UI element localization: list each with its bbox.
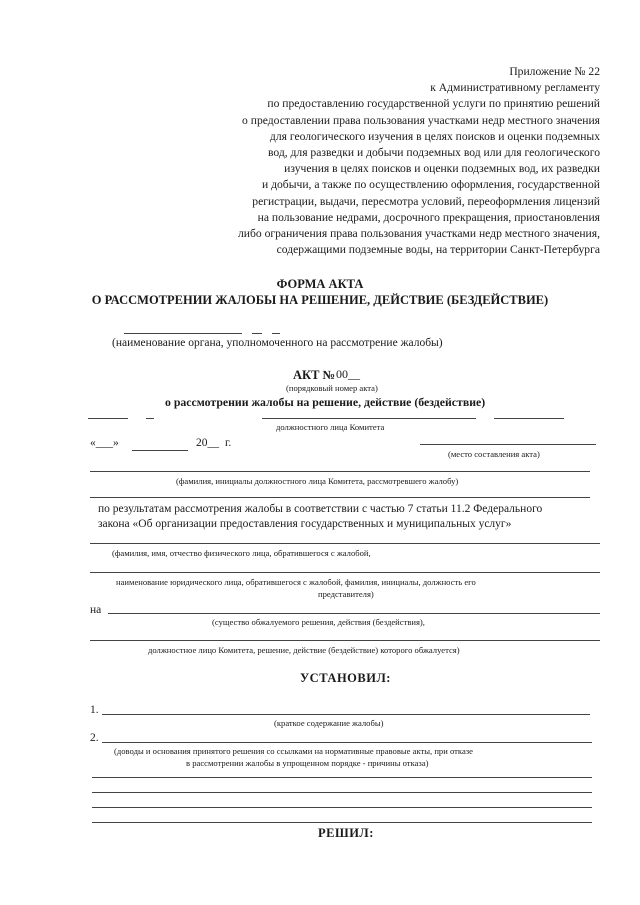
date-open-quote: « xyxy=(90,437,96,449)
header-line: для геологического изучения в целях поисков и оценки подземных xyxy=(269,129,600,143)
header-line: и добычи, а также по осуществлению оформления, государственной xyxy=(262,178,600,192)
fio-caption: (фамилия, инициалы должностного лица Комитета, рассмотревшего жалобу) xyxy=(176,476,459,486)
date-day-blank[interactable]: ___ xyxy=(95,437,113,449)
place-caption: (место составления акта) xyxy=(448,449,540,459)
decision-field-line[interactable] xyxy=(108,613,600,614)
results-text-line1: по результатам рассмотрения жалобы в соответствии с частью 7 статьи 11.2 Федерального xyxy=(98,503,543,515)
official-field-line[interactable] xyxy=(494,418,564,419)
fio-field-line-2[interactable] xyxy=(90,497,590,498)
header-line: по предоставлению государственной услуги по принятию решений xyxy=(267,97,600,111)
act-number-caption: (порядковый номер акта) xyxy=(286,383,378,393)
header-line: регистрации, выдачи, пересмотра условий, переоформления лицензий xyxy=(252,194,600,208)
organ-field-line[interactable] xyxy=(124,333,242,334)
header-line: на пользование недрами, досрочного прекращения, приостановления xyxy=(257,210,600,224)
header-line: вод, для разведки и добычи подземных вод или для геологического xyxy=(267,146,600,160)
item1-field-line[interactable] xyxy=(102,714,590,715)
date-close-quote: » xyxy=(113,437,119,449)
blank-line[interactable] xyxy=(92,822,592,823)
organ-field-line[interactable] xyxy=(252,333,262,334)
form-title: ФОРМА АКТА xyxy=(276,277,364,291)
header-line: к Административному регламенту xyxy=(430,81,600,95)
applicant-field-line[interactable] xyxy=(90,543,600,544)
appendix-header xyxy=(238,64,600,258)
header-line: изучения в целях поисков и оценки подземных вод, их разведки xyxy=(284,162,600,176)
form-subtitle: О РАССМОТРЕНИИ ЖАЛОБЫ НА РЕШЕНИЕ, ДЕЙСТВИЕ (БЕЗДЕЙСТВИЕ) xyxy=(91,293,549,307)
act-subject: о рассмотрении жалобы на решение, действие (бездействие) xyxy=(165,395,486,409)
header-line: Приложение № 22 xyxy=(509,65,600,78)
item2-number: 2. xyxy=(90,732,99,744)
item2-caption: (доводы и основания принятого решения со ссылками на нормативные правовые акты, при отказе xyxy=(114,746,473,756)
legal-entity-caption-2: представителя) xyxy=(318,589,374,599)
legal-entity-caption: наименование юридического лица, обратившегося с жалобой, фамилия, инициалы, должность его xyxy=(116,577,476,587)
official-field-line[interactable] xyxy=(262,418,476,419)
item2-caption-2: в рассмотрении жалобы в упрощенном порядке - причины отказа) xyxy=(186,758,429,768)
act-label: АКТ № xyxy=(293,368,336,382)
legal-entity-field-line[interactable] xyxy=(90,572,600,573)
organ-caption: (наименование органа, уполномоченного на рассмотрение жалобы) xyxy=(112,337,443,349)
date-month-line[interactable] xyxy=(132,450,188,451)
header-line: о предоставлении права пользования участками недр местного значения xyxy=(242,113,600,127)
organ-field-line[interactable] xyxy=(272,333,280,334)
decided-heading: РЕШИЛ: xyxy=(318,826,374,840)
place-field-line[interactable] xyxy=(420,444,596,445)
fio-field-line[interactable] xyxy=(90,471,590,472)
item1-caption: (краткое содержание жалобы) xyxy=(274,718,384,728)
na-label: на xyxy=(90,604,102,616)
official-field-line[interactable] xyxy=(88,418,128,419)
item1-number: 1. xyxy=(90,704,99,716)
header-line: содержащими подземные воды, на территории Санкт-Петербурга xyxy=(276,243,600,257)
blank-line[interactable] xyxy=(92,777,592,778)
established-heading: УСТАНОВИЛ: xyxy=(300,671,391,685)
results-text-line2: закона «Об организации предоставления государственных и муниципальных услуг» xyxy=(98,518,512,530)
blank-line[interactable] xyxy=(92,792,592,793)
applicant-caption: (фамилия, имя, отчество физического лица, обратившегося с жалобой, xyxy=(112,548,371,558)
act-number[interactable]: 00__ xyxy=(336,367,360,381)
date-year-suffix: г. xyxy=(225,437,232,449)
official-field-line[interactable] xyxy=(146,418,154,419)
date-field[interactable] xyxy=(90,437,119,449)
item2-field-line[interactable] xyxy=(102,742,592,743)
blank-line[interactable] xyxy=(92,807,592,808)
official-caption: должностного лица Комитета xyxy=(276,422,385,432)
header-line: либо ограничения права пользования участками недр местного значения, xyxy=(237,227,600,241)
official-decision-field-line[interactable] xyxy=(90,640,600,641)
official-decision-caption: должностное лицо Комитета, решение, действие (бездействие) которого обжалуется) xyxy=(148,645,460,655)
decision-caption: (существо обжалуемого решения, действия (бездействия), xyxy=(212,617,425,627)
date-year[interactable]: 20__ xyxy=(196,437,219,449)
